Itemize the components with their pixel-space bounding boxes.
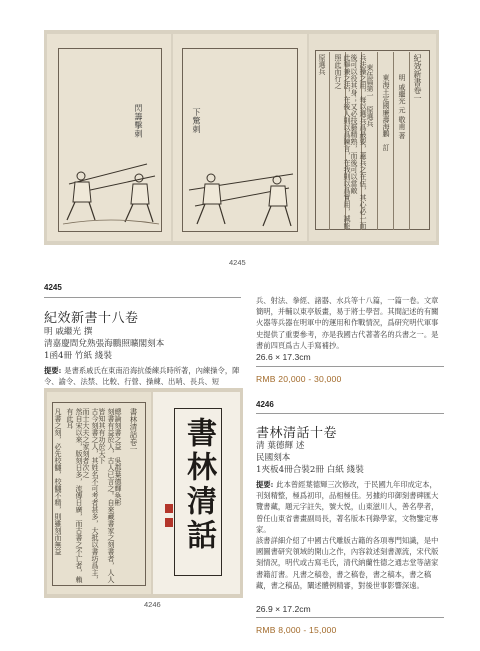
illustration-page-left	[47, 34, 171, 241]
author-line-text: 明 戚繼光 元 敬甫 著	[398, 74, 406, 139]
divider	[256, 413, 444, 414]
book-photo-4246	[44, 388, 243, 598]
description-label: 提要:	[44, 366, 62, 375]
body-text-column: 然自宋以來，版刻日多，流傳日廣，而古書之不亡者，賴有此耳	[66, 408, 83, 583]
photo-number: 4246	[144, 600, 161, 609]
photo-number: 4245	[229, 258, 246, 267]
lot-author: 清 葉德輝 述	[256, 441, 305, 451]
description-label: 提要:	[256, 480, 274, 489]
editor-line-text: 東海王定國廉壽海鵬 訂	[382, 74, 390, 151]
description-text-2: 該書詳細介紹了中國古代雕版古籍的各項專門知識，是中國圖書研究領域的開山之作，內容敘述刻書源流，宋代版刻情況，明代或古寫毛氏，清代納蘭性德之通志堂等諸家書籍訂書。凡書之稿卷，書之稿卷，書之稿本，書之稿藏，書之稿品，闡述體例精審，對後世事影響深遠。	[256, 536, 439, 590]
divider	[44, 297, 241, 298]
subject-heading-text: 原選兵	[318, 54, 326, 75]
lot-edition: 清嘉慶間兌熟張海鵬照曠閣刻本	[44, 339, 165, 349]
lot-title: 書林清話十卷	[256, 426, 338, 441]
chapter-heading-text: 束伍篇第一 原選兵	[366, 64, 374, 127]
cover-title: 書林清話	[181, 417, 216, 553]
body-text-column: 兵法操之用，每以選兵爲最要，蓋兵之在伍，其心必一而後可以役其身；又必技藝精熟，而後可以當敵	[350, 54, 367, 229]
lot-size: 26.6 × 17.3cm	[256, 352, 311, 362]
lot-binding: 1函4冊 竹紙 綫裝	[44, 351, 112, 361]
divider	[256, 617, 444, 618]
illustration-page-middle	[173, 34, 307, 241]
spear-figures-illustration	[185, 154, 297, 230]
body-text-column: 古今刻書之人，其姓名不可考者甚多，大抵以書坊爲主，而士大夫之家刻者次之	[82, 408, 99, 583]
red-seal-mark	[165, 504, 173, 513]
lot-title: 紀效新書十八卷	[44, 311, 139, 326]
red-seal-mark	[165, 518, 173, 527]
description-text: 是書系戚氏在東南沿海抗倭練兵時所著，內練操令，陣令、諭令、法禁、比較、行營、操練、出哨、長兵、短	[44, 366, 240, 387]
body-text-column: 此舉兼之法，在後人則以爲陳言，在我則以爲實用，誠能照此而行之	[334, 54, 351, 229]
description-text: 此本曾經葉德輝三次修改，于民國九年印成定本，刊刻精整，極爲初印，品相極佳。另據約印御刻書碑匯大覽書藏，題元字註失，號大悦，山東滋川人，善名學者，曾任山東省書畫副局長，著名版本刊錄學家，文物鑒定專家。	[256, 480, 439, 534]
body-text-column: 凡書之刻，必先校讎，校讎不精，則雖刻而無益	[54, 408, 62, 555]
page-header-text: 紀效新書卷一	[413, 54, 422, 102]
lot-size: 26.9 × 17.2cm	[256, 604, 311, 614]
chapter-heading-text: 總論刻書之益 吳郡葉德輝奐彬	[114, 408, 122, 506]
lot-edition: 民國刻本	[256, 453, 291, 463]
book-cover	[153, 392, 240, 594]
lot-description	[44, 365, 240, 387]
page-caption-middle: 下驚刺	[192, 108, 201, 134]
lot-price-estimate: RMB 8,000 - 15,000	[256, 625, 337, 635]
page-caption-left: 閃籌擊刺	[134, 104, 143, 138]
lot-description-continued: 兵、射法、拳經、諸器、水兵等十八篇，一篇一卷。文章簡明，并輔以東亭版畫，易于將士學習。其間記述的有關火器等兵器在明軍中的運用和作戰情況，爲研究明代軍事史提供了重要參考，亦是我國古代著著名的兵書之一。是書前四頁爲古人手寫補抄。	[256, 296, 439, 350]
lot-number: 4246	[256, 400, 274, 409]
divider	[256, 366, 444, 367]
cover-title-label	[174, 408, 222, 576]
body-text-column: 刻書有益於人，古人已言之。自來藏書家之刻書者，人人皆知其有功於天下	[98, 408, 115, 583]
lot-number: 4245	[44, 283, 62, 292]
text-page-left	[47, 392, 151, 594]
book-photo-4245	[44, 30, 439, 245]
page-header-text: 書林清話卷一	[129, 408, 138, 453]
lot-author: 明 戚繼光 撰	[44, 327, 93, 337]
lot-binding: 1夾板4冊合裝2冊 白紙 綫裝	[256, 465, 364, 475]
lot-description	[256, 479, 444, 591]
fencing-figures-illustration	[61, 146, 161, 228]
lot-price-estimate: RMB 20,000 - 30,000	[256, 374, 342, 384]
text-page-right	[309, 34, 436, 241]
